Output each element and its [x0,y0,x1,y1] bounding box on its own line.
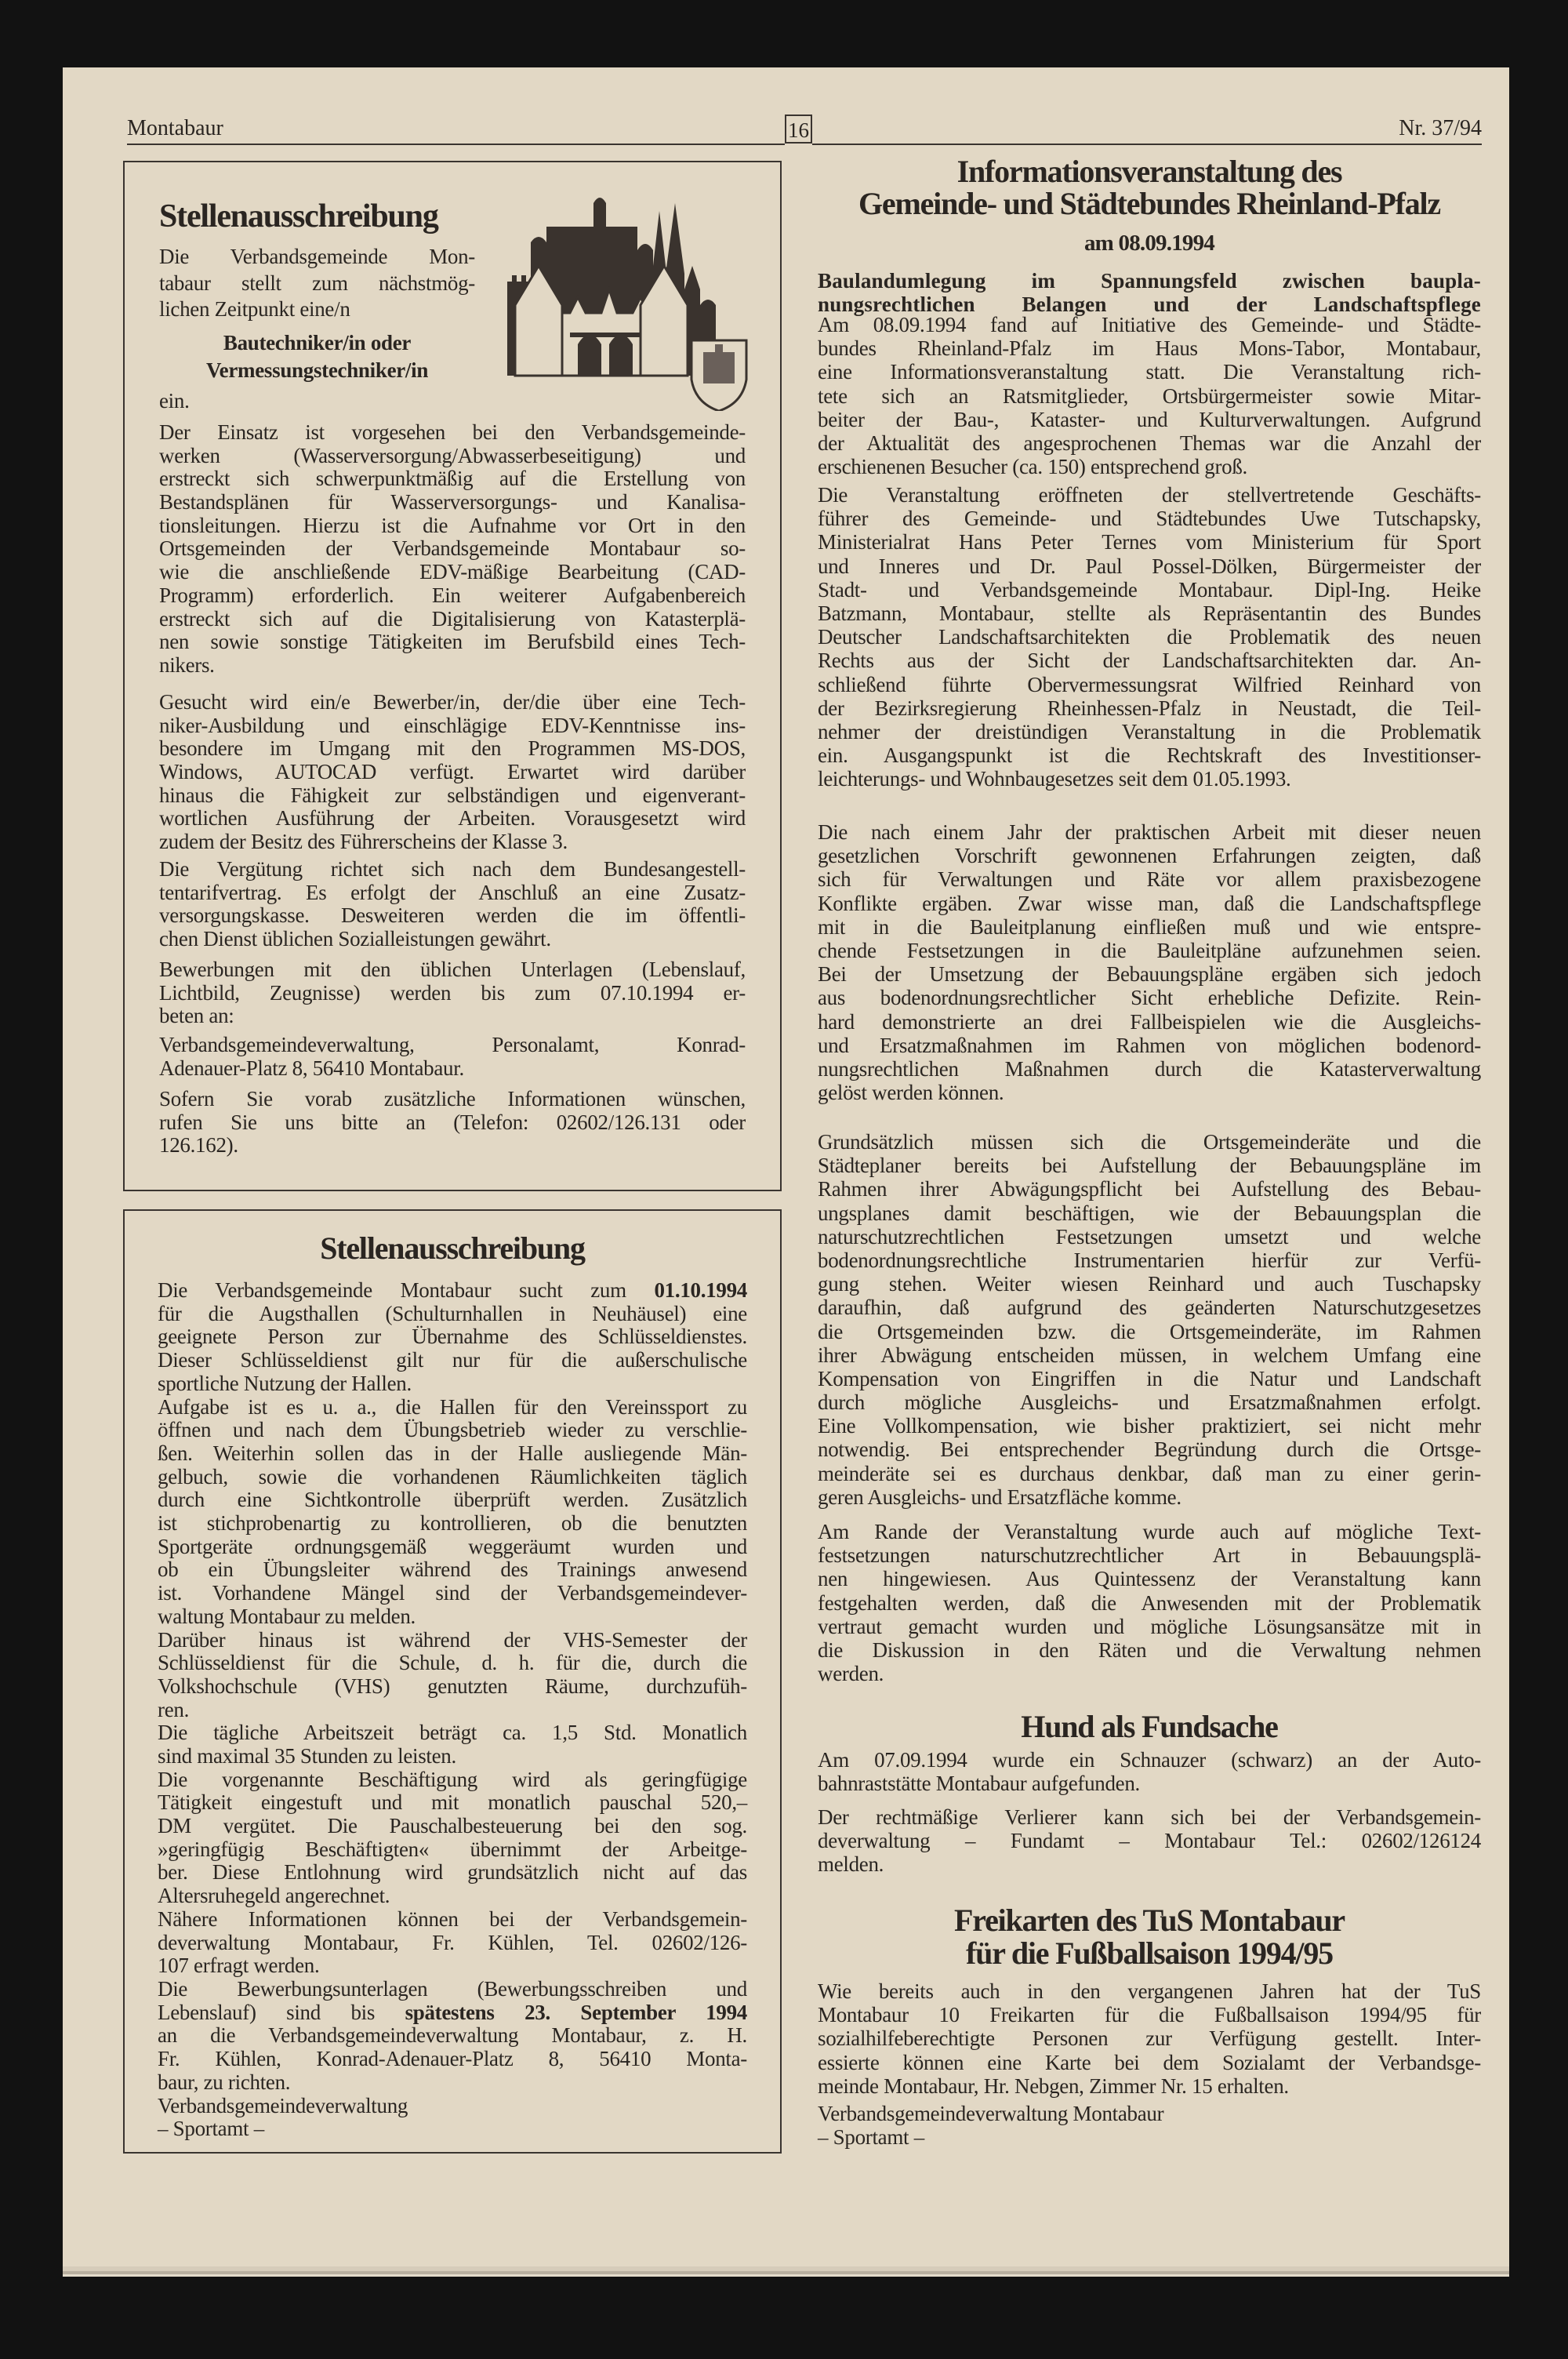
text-line: daraufhin, daß aufgrund des geänderten Naturschutzgesetzes [818,1296,1481,1320]
text-line: Ministerialrat Hans Peter Ternes vom Ministerium für Sport [818,530,1481,554]
text-line: melden. [818,1852,884,1877]
text-line: nikers. [159,652,215,677]
text-line: bahnraststätte Montabaur aufgefunden. [818,1772,1140,1796]
text-line: nungsrechtlichen Maßnahmen durch die Katasterverwaltung [818,1056,1481,1081]
text-line: Schlüsseldienst für die Schule, d. h. für die, durch die [158,1651,747,1675]
text-line: Wie bereits auch in den vergangenen Jahren hat der TuS [818,1979,1481,2003]
text-line: ßen. Weiterhin sollen das in der Halle ausliegende Män- [158,1441,747,1465]
header-rule-left [127,144,785,145]
paragraph [818,1520,1481,1685]
text-line: Rahmen ihrer Abwägungspflicht bei Aufstellung des Bebau- [818,1177,1481,1201]
paragraph [158,2117,747,2141]
text-line: chen Dienst üblichen Sozialleistungen gewährt. [159,927,551,951]
text-line: nehmer der dreistündigen Veranstaltung in die Problematik [818,719,1481,743]
text-line: Bestandsplänen für Wasserversorgungs- und Kanalisa- [159,490,746,514]
text-line: tionsleitungen. Hierzu ist die Aufnahme vor Ort in den [159,513,746,537]
text-line: besondere im Umgang mit den Programmen MS-DOS, [159,736,746,761]
intro-line: lichen Zeitpunkt eine/n [159,297,350,321]
job-ad-1-intro-end: ein. [159,389,190,413]
text-line: Rechts aus der Sicht der Landschaftsarchitekten dar. An- [818,649,1481,673]
text-line: festsetzungen naturschutzrechtlicher Art in Bebauungsplä- [818,1543,1481,1568]
paragraph [818,820,1481,1104]
text-line: gesetzlichen Vorschrift gewonnenen Erfahrungen zeigten, daß [818,844,1481,868]
text-line: festgehalten werden, daß die Anwesenden mit der Problematik [818,1590,1481,1615]
text-line: Windows, AUTOCAD verfügt. Erwartet wird darüber [159,760,746,784]
text-line: Der rechtmäßige Verlierer kann sich bei der Verbandsgemein- [818,1805,1481,1829]
text-line: Am 08.09.1994 fand auf Initiative des Gemeinde- und Städte- [818,313,1481,336]
text-line: tentarifvertrag. Es erfolgt der Anschluß an eine Zusatz- [159,880,746,904]
paragraph [818,1979,1481,2098]
text-line: Der Einsatz ist vorgesehen bei den Verbandsgemeinde- [159,420,746,444]
text-line: ber. Diese Entlohnung wird grundsätzlich nicht auf das [158,1860,747,1885]
paragraph [818,313,1481,478]
text-line: aus bodenordnungsrechtlicher Sicht erhebliche Defizite. Rein- [818,986,1481,1010]
text-line: mit in die Bauleitplanung einfließen muß und wie entspre- [818,914,1481,939]
paragraph [158,1721,747,1768]
text-line: rufen Sie uns bitte an (Telefon: 02602/126.131 oder [159,1110,746,1134]
text-line: Lichtbild, Zeugnisse) werden bis zum 07.10.1994 er- [159,980,746,1005]
text-line: essierte können eine Karte bei dem Sozialamt der Verbandsge- [818,2050,1481,2074]
text-line: die Ortsgemeinden bzw. die Ortsgemeinderäte, im Rahmen [818,1319,1481,1343]
text-line: erstreckt sich schwerpunktmäßig auf die Erstellung von [159,467,746,491]
text-line: – Sportamt – [818,2125,924,2149]
text-line: Verbandsgemeindeverwaltung, Personalamt, Konrad- [159,1033,746,1056]
text-line: sich für Verwaltungen und Räte vor allem praxisbezogene [818,867,1481,892]
found-dog-title: Hund als Fundsache [1021,1709,1278,1744]
text-line: Bei der Umsetzung der Bebauungspläne ergäben sich jedoch [818,962,1481,987]
text-line: Adenauer-Platz 8, 56410 Montabaur. [159,1056,464,1080]
text-line: Konflikte ergäben. Zwar wisse man, daß die Landschaftspflege [818,891,1481,915]
text-line: Volkshochschule (VHS) genutzten Räume, durchzufüh- [158,1674,747,1698]
text-segment: Lebenslauf) sind bis [158,2000,405,2024]
info-event-title [818,155,1481,220]
text-line: wortlichen Ausführung der Arbeiten. Vorausgesetzt wird [159,806,746,831]
text-line: versorgungskasse. Desweiteren werden die im öffentli- [159,903,746,928]
job-ad-1-title: Stellenausschreibung [159,198,438,234]
text-line: an die Verbandsgemeindeverwaltung Montabaur, z. H. [158,2023,747,2048]
text-line: für die Augsthallen (Schulturnhallen in Neuhäusel) eine [158,1301,747,1325]
text-line: werken (Wasserversorgung/Abwasserbeseitigung) und [159,443,746,467]
paragraph [818,1748,1481,1795]
job-ad-1-position [159,329,475,384]
text-line: 107 erfragt werden. [158,1954,320,1978]
text-line: beten an: [159,1004,234,1028]
text-line: Deutscher Landschaftsarchitekten die Problematik des neuen [818,625,1481,649]
text-line: der Aktualität des angesprochenen Themas war die Anzahl der [818,431,1481,455]
text-line: hard demonstrierte an drei Fallbeispielen wie die Ausgleichs- [818,1009,1481,1034]
paragraph [159,958,746,1028]
paragraph [818,2102,1481,2125]
text-line: Darüber hinaus ist während der VHS-Semester der [158,1627,747,1652]
text-line: Eine Vollkompensation, wie bisher praktiziert, sei nicht mehr [818,1414,1481,1438]
position-line: Vermessungstechniker/in [205,358,429,382]
text-line: Montabaur 10 Freikarten für die Fußballsaison 1994/95 für [818,2003,1481,2027]
text-line: schließend führte Obervermessungsrat Wilfried Reinhard von [818,672,1481,696]
text-line: Die Bewerbungsunterlagen (Bewerbungsschreiben und [158,1977,747,2001]
paragraph [159,1034,746,1080]
paragraph [158,2095,747,2118]
paragraph [159,858,746,951]
page-number: 16 [785,114,812,144]
text-line: ren. [158,1697,190,1721]
text-line: der Bezirksregierung Rheinhessen-Pfalz in Neustadt, die Teil- [818,696,1481,720]
text-line: ihrer Abwägung entscheiden müssen, in welchem Umfang eine [818,1343,1481,1367]
text-line: ist. Vorhandene Mängel sind der Verbandsgemeindever- [158,1581,747,1605]
text-line: durch eine Sichtkontrolle überprüft werden. Zusätzlich [158,1488,747,1512]
text-line: zudem der Besitz des Führerscheins der Klasse 3. [159,830,568,854]
text-line: ein. Ausgangspunkt ist die Rechtskraft des Investitionser- [818,743,1481,768]
text-line: geren Ausgleichs- und Ersatzfläche komme. [818,1485,1181,1509]
text-line: ungsplanes damit beschäftigen, wie der Bebauungsplan die [818,1201,1481,1225]
text-line: erschienenen Besucher (ca. 150) entsprechend groß. [818,455,1248,479]
paragraph [158,1629,747,1722]
montabaur-town-illustration [492,195,754,411]
text-line: gelbuch, sowie die vorhandenen Räumlichkeiten täglich [158,1464,747,1488]
bold-text-segment: 01.10.1994 [654,1278,747,1302]
text-line: Batzmann, Montabaur, stellte als Repräsentantin des Bundes [818,601,1481,625]
text-line: 126.162). [159,1133,238,1158]
intro-line: tabaur stellt zum nächstmög- [159,271,475,295]
paragraph [158,1908,747,1978]
text-line: Gesucht wird ein/e Bewerber/in, der/die über eine Tech- [159,690,746,714]
text-line: Aufgabe ist es u. a., die Hallen für den Vereinssport zu [158,1394,747,1419]
text-line: eine Informationsveranstaltung statt. Die Veranstaltung rich- [818,360,1481,384]
text-line: Verbandsgemeindeverwaltung [158,2093,408,2117]
text-line: Tätigkeit eingestuft und mit monatlich pauschal 520,– [158,1790,747,1815]
text-line: führer des Gemeinde- und Städtebundes Uwe Tutschapsky, [818,507,1481,531]
paragraph [158,1279,747,1395]
title-line: für die Fußballsaison 1994/95 [966,1936,1333,1971]
text-line: und Ersatzmaßnahmen im Rahmen von möglichen bodenord- [818,1033,1481,1057]
text-line: baur, zu richten. [158,2070,291,2094]
position-line: Bautechniker/in oder [223,331,412,354]
text-line: DM vergütet. Die Pauschalbesteuerung bei den sog. [158,1814,747,1838]
text-line: Fr. Kühlen, Konrad-Adenauer-Platz 8, 56410 Monta- [158,2047,747,2071]
info-event-subtitle [818,269,1481,316]
intro-line: Die Verbandsgemeinde Mon- [159,245,475,268]
free-tickets-title [818,1904,1481,1970]
text-line: sportliche Nutzung der Hallen. [158,1371,412,1395]
paragraph [818,483,1481,791]
text-line: leichterungs- und Wohnbaugesetzes seit dem 01.05.1993. [818,767,1291,791]
title-line: Freikarten des TuS Montabaur [954,1903,1345,1938]
text-line: vertraut gemacht wurden und mögliche Lösungsansätze mit in [818,1614,1481,1638]
paragraph [818,1130,1481,1509]
text-line: bundes Rheinland-Pfalz im Haus Mons-Tabor, Montabaur, [818,336,1481,361]
issue-number: Nr. 37/94 [1399,116,1482,140]
text-line [158,1279,747,1303]
text-line: meinde Montabaur, Hr. Nebgen, Zimmer Nr. 15 erhalten. [818,2074,1289,2098]
text-line: werden. [818,1662,884,1686]
text-line: Am 07.09.1994 wurde ein Schnauzer (schwarz) an der Auto- [818,1748,1481,1772]
text-line: Dieser Schlüsseldienst gilt nur für die außerschulische [158,1348,747,1372]
text-line: niker-Ausbildung und einschlägige EDV-Kenntnisse ins- [159,713,746,737]
text-line: erstreckt sich auf die Digitalisierung von Katasterplä- [159,606,746,631]
text-line: öffnen und nach dem Übungsbetrieb wieder zu verschlie- [158,1418,747,1442]
text-line: meinderäte sei es durchaus denkbar, daß man zu einer gerin- [818,1461,1481,1485]
text-line: geeignete Person zur Übernahme des Schlüsseldienstes. [158,1325,747,1349]
text-line: sozialhilfeberechtigte Personen zur Verfügung gestellt. Inter- [818,2026,1481,2051]
text-line: ob ein Übungsleiter während des Trainings anwesend [158,1558,747,1582]
text-line: wie die anschließende EDV-mäßige Bearbeitung (CAD- [159,560,746,584]
text-line: Nähere Informationen können bei der Verbandsgemein- [158,1906,747,1931]
text-line: Die vorgenannte Beschäftigung wird als geringfügige [158,1767,747,1791]
text-line: deverwaltung – Fundamt – Montabaur Tel.: 02602/126124 [818,1829,1481,1853]
text-line: notwendig. Bei entsprechender Begründung durch die Ortsge- [818,1438,1481,1462]
text-line: gung stehen. Weiter wiesen Reinhard und auch Tuschapsky [818,1272,1481,1296]
text-line: nen sowie sonstige Tätigkeiten im Berufsbild eines Tech- [159,630,746,654]
paragraph [158,1396,747,1629]
text-line: Die Veranstaltung eröffneten der stellvertretende Geschäfts- [818,483,1481,507]
header-rule-right [812,144,1482,145]
text-line: beiter der Bau-, Kataster- und Kulturverwaltungen. Aufgrund [818,407,1481,431]
text-line: naturschutzrechtlichen Festsetzungen umsetzt und welche [818,1224,1481,1249]
text-line: Die tägliche Arbeitszeit beträgt ca. 1,5 Std. Monatlich [158,1721,747,1745]
text-line: deverwaltung Montabaur, Fr. Kühlen, Tel. 02602/126- [158,1930,747,1954]
text-line: Ortsgemeinden der Verbandsgemeinde Montabaur so- [159,536,746,561]
text-line: – Sportamt – [158,2117,264,2141]
paragraph [159,1088,746,1158]
subtitle-line: nungsrechtlichen Belangen und der Landschaftspflege [818,293,1481,317]
title-line: Informationsveranstaltung des [956,154,1342,189]
text-segment: Die Verbandsgemeinde Montabaur sucht zum [158,1278,655,1302]
text-line: gelöst werden können. [818,1081,1004,1105]
text-line: bodenordnungsrechtliche Instrumentarien hierfür zur Verfü- [818,1248,1481,1272]
text-line: nen hingewiesen. Aus Quintessenz der Veranstaltung kann [818,1567,1481,1591]
paragraph [818,2125,1481,2149]
text-line: hinaus die Fähigkeit zur selbständigen und eigenverant- [159,783,746,807]
text-line: sind maximal 35 Stunden zu leisten. [158,1743,456,1768]
text-line: Grundsätzlich müssen sich die Ortsgemeinderäte und die [818,1130,1481,1154]
text-line: Stadt- und Verbandsgemeinde Montabaur. Dipl-Ing. Heike [818,577,1481,602]
text-line: tete sich an Ratsmitglieder, Ortsbürgermeister sowie Mitar- [818,383,1481,408]
text-line: die Diskussion in den Räten und die Verwaltung nehmen [818,1637,1481,1662]
header-place: Montabaur [127,116,223,140]
text-line: Kompensation von Eingriffen in die Natur und Landschaft [818,1366,1481,1390]
text-line: Am Rande der Veranstaltung wurde auch auf mögliche Text- [818,1520,1481,1543]
text-line: »geringfügig Beschäftigten« übernimmt der Arbeitge- [158,1837,747,1861]
text-line: Die Vergütung richtet sich nach dem Bundesangestell- [159,857,746,881]
paragraph [158,1768,747,1908]
text-line: und Inneres und Dr. Paul Possel-Dölken, Bürgermeister der [818,554,1481,578]
subtitle-line: Baulandumlegung im Spannungsfeld zwischen baupla- [818,269,1481,293]
text-line: ist stichprobenartig zu kontrollieren, ob die benutzten [158,1510,747,1535]
text-line: Verbandsgemeindeverwaltung Montabaur [818,2102,1164,2125]
text-line: durch mögliche Ausgleichs- und Ersatzmaßnahmen erfolgt. [818,1390,1481,1415]
paragraph [818,1805,1481,1877]
paragraph [158,1978,747,2094]
text-line: chende Festsetzungen in die Bauleitpläne aufzunehmen seien. [818,938,1481,962]
text-line: waltung Montabaur zu melden. [158,1604,416,1628]
text-line: Programm) erforderlich. Ein weiterer Aufgabenbereich [159,583,746,607]
paragraph [159,691,746,854]
text-line: Sportgeräte ordnungsgemäß weggeräumt wurden und [158,1534,747,1558]
title-line: Gemeinde- und Städtebundes Rheinland-Pfalz [858,186,1440,221]
job-ad-2-title: Stellenausschreibung [320,1230,585,1266]
text-line: Die nach einem Jahr der praktischen Arbeit mit dieser neuen [818,820,1481,844]
text-line: Städteplaner bereits bei Aufstellung der Bebauungspläne im [818,1154,1481,1178]
job-ad-1-intro [159,244,475,323]
info-event-date: am 08.09.1994 [1083,231,1214,256]
bold-text-segment: spätestens 23. September 1994 [405,2000,747,2024]
text-line: Altersruhegeld angerechnet. [158,1884,390,1908]
text-line: Bewerbungen mit den üblichen Unterlagen (Lebenslauf, [159,958,746,981]
paragraph [159,421,746,678]
text-line [158,2001,747,2025]
text-line: Sofern Sie vorab zusätzliche Informationen wünschen, [159,1087,746,1110]
